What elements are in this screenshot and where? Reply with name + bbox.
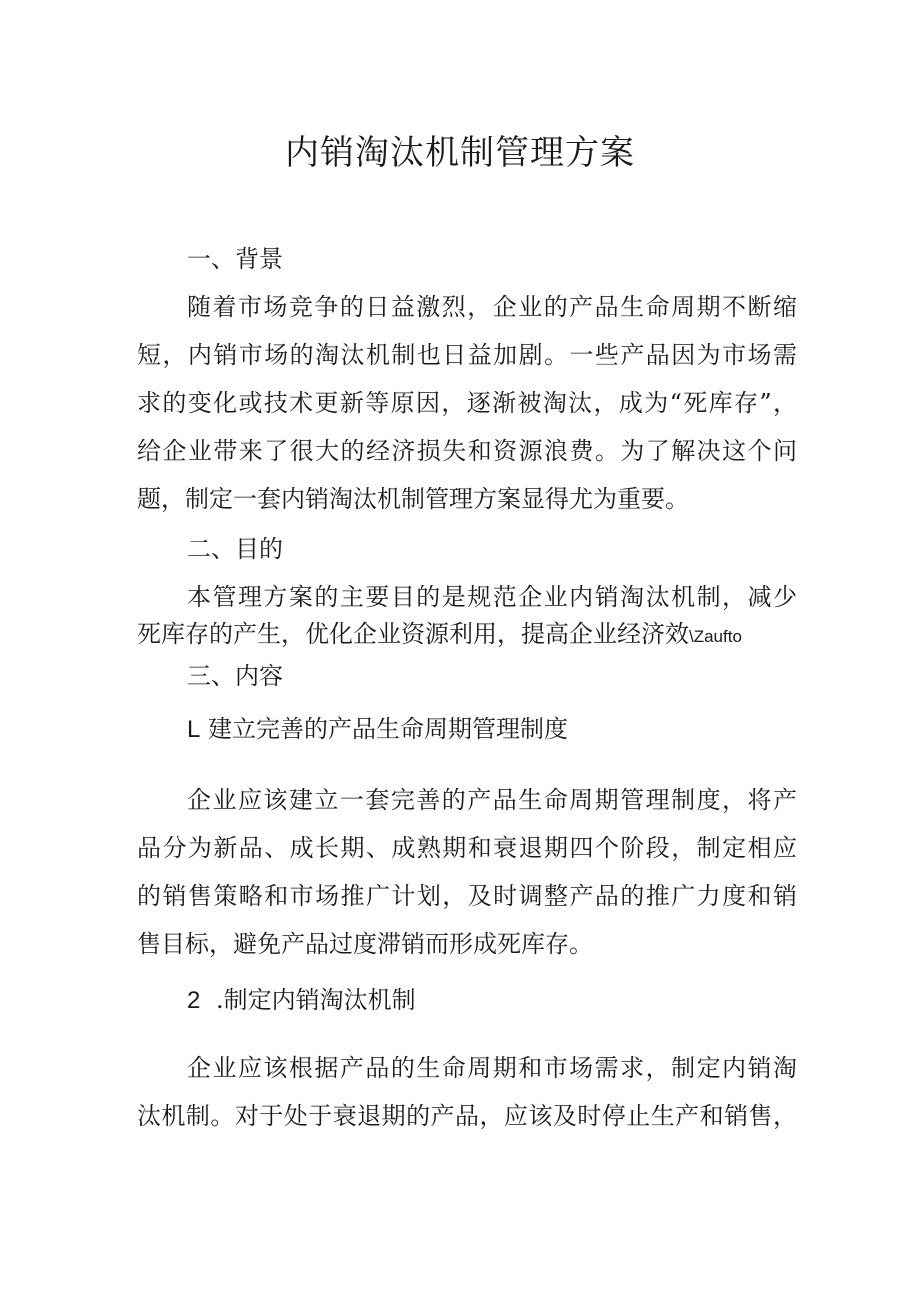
item-heading-2 <box>187 984 847 1017</box>
item-marker: 2 <box>187 987 201 1014</box>
item-heading-text: .制定内销淘汰机制 <box>216 986 416 1014</box>
paragraph-text: 死库存的产生，优化企业资源利用，提高企业经济效 <box>137 620 689 648</box>
document-title: 内销淘汰机制管理方案 <box>285 133 635 173</box>
paragraph-line: 的销售策略和市场推广计划，及时调整产品的推广力度和销 <box>137 882 797 910</box>
paragraph-line: 求的变化或技术更新等原因，逐渐被淘汰，成为“死库存”， <box>137 389 797 417</box>
paragraph-line: 短，内销市场的淘汰机制也日益加剧。一些产品因为市场需 <box>137 341 797 369</box>
paragraph-line: 品分为新品、成长期、成熟期和衰退期四个阶段，制定相应 <box>137 834 797 862</box>
paragraph-line: 给企业带来了很大的经济损失和资源浪费。为了解决这个问 <box>137 437 797 465</box>
item-heading-text: 建立完善的产品生命周期管理制度 <box>208 715 568 743</box>
paragraph-line: 本管理方案的主要目的是规范企业内销淘汰机制，减少 <box>187 583 797 611</box>
section-heading-content: 三、内容 <box>187 662 283 690</box>
item-marker: L <box>187 716 201 743</box>
section-heading-purpose: 二、目的 <box>187 535 283 563</box>
paragraph-line: 汰机制。对于处于衰退期的产品，应该及时停止生产和销售， <box>137 1102 797 1130</box>
paragraph-line <box>137 618 797 653</box>
paragraph-line: 随着市场竞争的日益激烈，企业的产品生命周期不断缩 <box>187 293 797 321</box>
garbled-text: \Zaufto <box>689 627 742 646</box>
paragraph-line: 售目标，避免产品过度滞销而形成死库存。 <box>137 930 593 958</box>
paragraph-line: 题，制定一套内销淘汰机制管理方案显得尤为重要。 <box>137 485 689 513</box>
paragraph-line: 企业应该根据产品的生命周期和市场需求，制定内销淘 <box>187 1054 797 1082</box>
section-heading-background: 一、背景 <box>187 245 283 273</box>
paragraph-line: 企业应该建立一套完善的产品生命周期管理制度，将产 <box>187 786 797 814</box>
item-heading-1 <box>187 713 847 746</box>
